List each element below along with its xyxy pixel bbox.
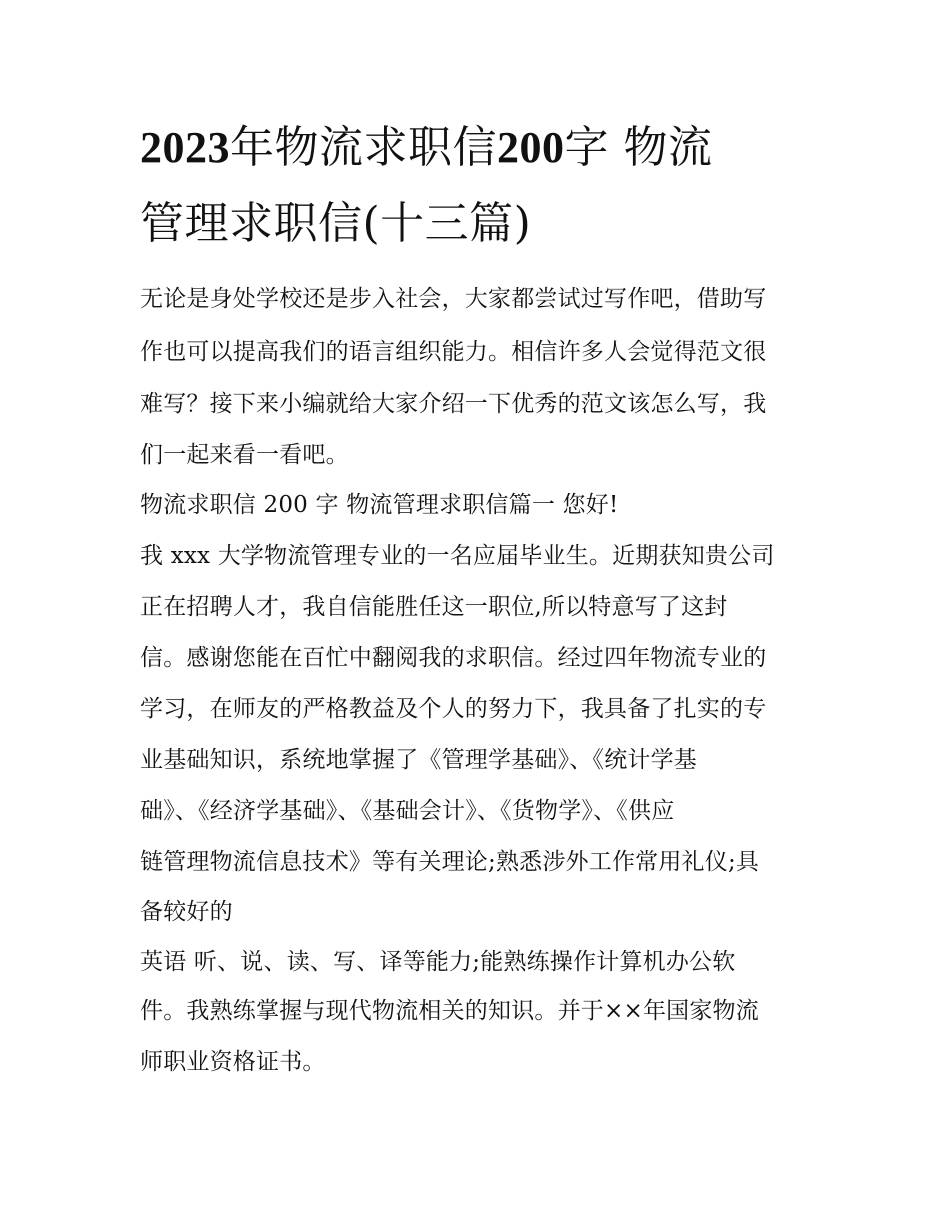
intro-line-3: 难写？接下来小编就给大家介绍一下优秀的范文该怎么写，我 xyxy=(140,391,767,417)
document-title-line-1 xyxy=(140,122,713,174)
body-line-3: 信。感谢您能在百忙中翻阅我的求职信。经过四年物流专业的 xyxy=(140,645,767,671)
body-line-5: 业基础知识，系统地掌握了《管理学基础》、《统计学基 xyxy=(140,747,697,773)
intro-line-2: 作也可以提高我们的语言组织能力。相信许多人会觉得范文很 xyxy=(140,339,767,365)
body-line-6: 础》、《经济学基础》、《基础会计》、《货物学》、《供应 xyxy=(140,798,675,824)
body-line-9: 英语 听、说、读、写、译等能力;能熟练操作计算机办公软 xyxy=(140,949,736,975)
intro-line-4: 们一起来看一看吧。 xyxy=(140,442,349,468)
title-text-a: 年物流求职信 xyxy=(230,122,497,173)
body-line-1: 我 xxx 大学物流管理专业的一名应届毕业生。近期获知贵公司 xyxy=(140,543,775,569)
title-year: 2023 xyxy=(140,123,230,172)
body-line-8: 备较好的 xyxy=(140,899,233,925)
document-title-line-2: 管理求职信(十三篇) xyxy=(140,198,532,249)
body-line-7: 链管理物流信息技术》等有关理论;熟悉涉外工作常用礼仪;具 xyxy=(140,849,760,875)
title-number: 200 xyxy=(497,123,565,172)
title-text-b: 字 物流 xyxy=(564,122,713,173)
body-line-11: 师职业资格证书。 xyxy=(140,1049,326,1075)
body-line-2: 正在招聘人才，我自信能胜任这一职位,所以特意写了这封 xyxy=(140,594,728,620)
body-line-10: 件。我熟练掌握与现代物流相关的知识。并于××年国家物流 xyxy=(140,998,759,1024)
intro-line-1: 无论是身处学校还是步入社会，大家都尝试过写作吧，借助写 xyxy=(140,286,767,312)
section-heading: 物流求职信 200 字 物流管理求职信篇一 您好! xyxy=(140,492,619,518)
body-line-4: 学习，在师友的严格教益及个人的努力下，我具备了扎实的专 xyxy=(140,696,767,722)
